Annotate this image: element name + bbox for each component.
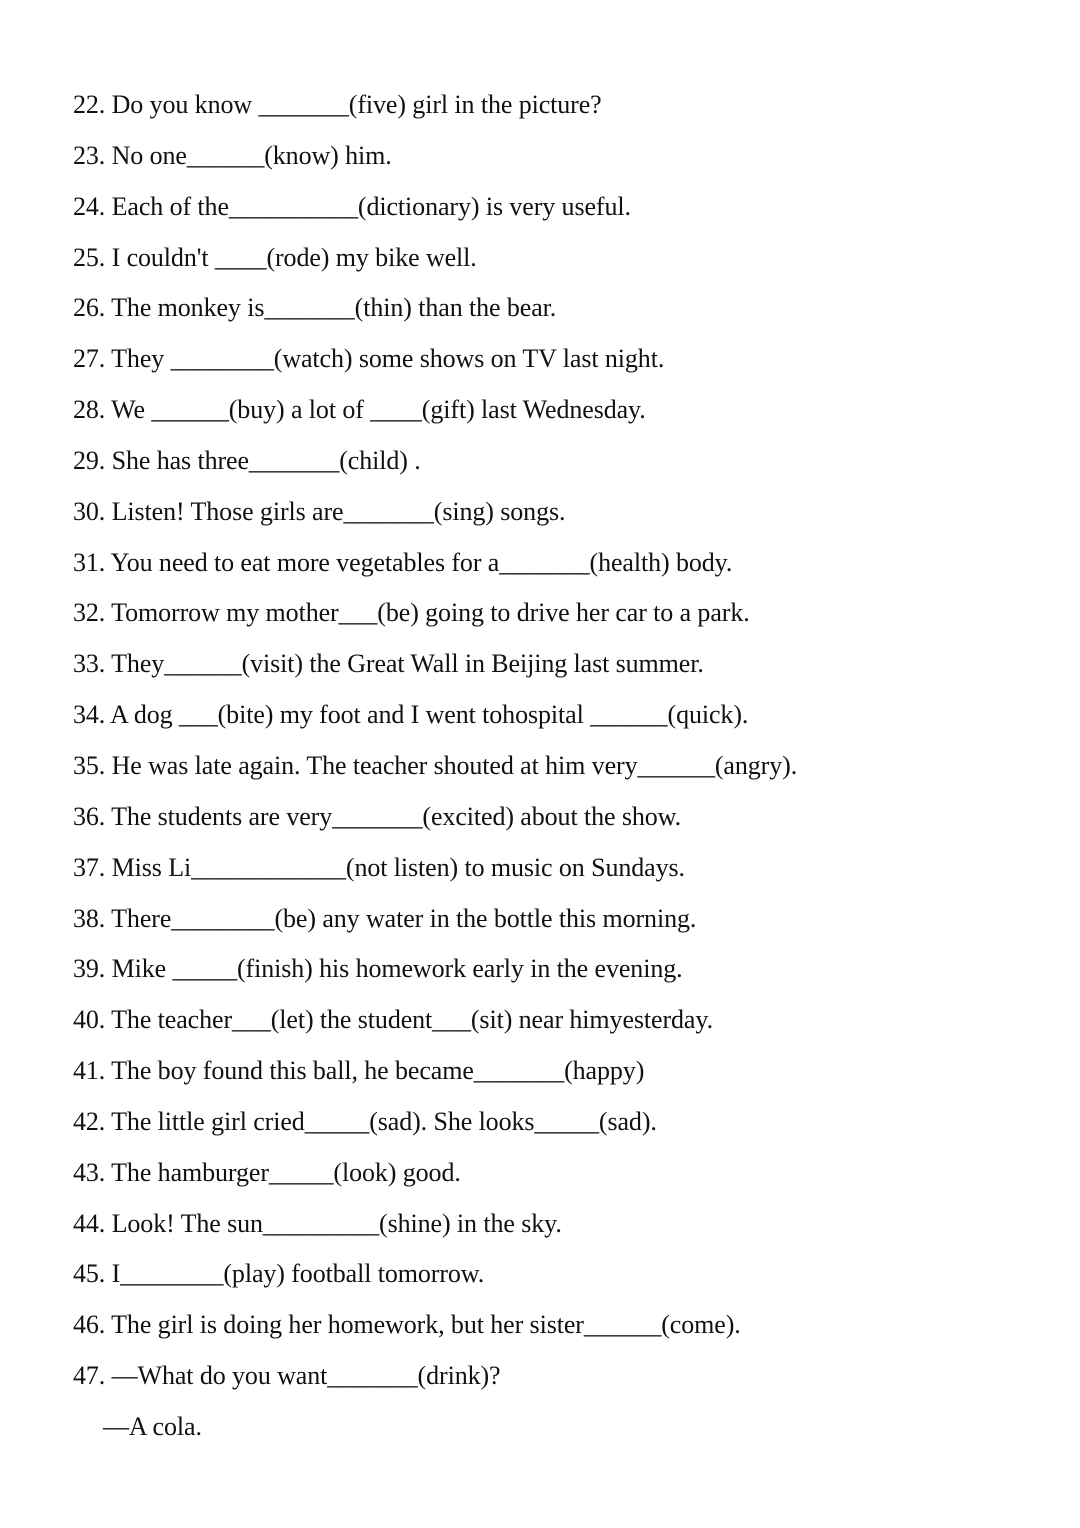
exercise-line — [73, 1046, 1063, 1097]
exercise-text: —What do you want_______(drink)? — [111, 1361, 501, 1391]
exercise-number: 38. — [73, 903, 106, 933]
exercise-number: 36. — [73, 801, 106, 831]
exercise-number: 25. — [73, 242, 106, 272]
exercise-number: 41. — [73, 1056, 106, 1086]
exercise-line — [73, 1148, 1063, 1199]
exercise-number: 29. — [73, 445, 106, 475]
exercise-text: Tomorrow my mother___(be) going to drive her car to a park. — [111, 598, 750, 628]
exercise-number: 33. — [73, 649, 106, 679]
exercise-number: 22. — [73, 90, 106, 119]
exercise-line — [73, 487, 1063, 538]
exercise-number: 44. — [73, 1208, 106, 1238]
exercise-number: 46. — [73, 1310, 106, 1340]
exercise-text: Do you know _______(five) girl in the picture? — [111, 90, 602, 119]
exercise-number: 42. — [73, 1106, 106, 1136]
exercise-line — [73, 385, 1063, 436]
exercise-list — [73, 80, 1063, 1453]
exercise-text: The teacher___(let) the student___(sit) near himyesterday. — [111, 1005, 713, 1035]
exercise-text: No one______(know) him. — [111, 140, 392, 170]
exercise-number: 28. — [73, 395, 106, 425]
exercise-number: 40. — [73, 1005, 106, 1035]
exercise-text: Look! The sun_________(shine) in the sky. — [111, 1208, 562, 1238]
exercise-line — [73, 894, 1063, 945]
exercise-line — [73, 334, 1063, 385]
exercise-line — [73, 843, 1063, 894]
exercise-text: Each of the__________(dictionary) is very useful. — [111, 191, 631, 221]
exercise-text: There________(be) any water in the bottle this morning. — [111, 903, 697, 933]
exercise-text: A dog ___(bite) my foot and I went tohospital ______(quick). — [110, 700, 749, 730]
exercise-number: 31. — [73, 547, 106, 577]
exercise-line — [73, 283, 1063, 334]
exercise-text: The boy found this ball, he became_______(happy) — [111, 1056, 645, 1086]
exercise-text: He was late again. The teacher shouted at him very______(angry). — [111, 750, 798, 780]
exercise-text: The hamburger_____(look) good. — [111, 1157, 461, 1187]
exercise-number: 32. — [73, 598, 106, 628]
exercise-text: The little girl cried_____(sad). She looks_____(sad). — [111, 1106, 657, 1136]
exercise-line — [73, 1097, 1063, 1148]
exercise-line — [73, 741, 1063, 792]
exercise-line — [73, 1199, 1063, 1250]
exercise-number: 47. — [73, 1361, 106, 1391]
exercise-line — [73, 639, 1063, 690]
exercise-text: The girl is doing her homework, but her sister______(come). — [111, 1310, 741, 1340]
exercise-text: Listen! Those girls are_______(sing) songs. — [111, 496, 566, 526]
exercise-line — [73, 538, 1063, 589]
exercise-number: 30. — [73, 496, 106, 526]
exercise-line — [73, 233, 1063, 284]
exercise-line — [73, 588, 1063, 639]
exercise-line — [73, 1249, 1063, 1300]
exercise-number: 34. — [73, 700, 106, 730]
exercise-line — [73, 182, 1063, 233]
exercise-line — [73, 995, 1063, 1046]
exercise-number: 23. — [73, 140, 106, 170]
exercise-line — [73, 690, 1063, 741]
exercise-text: I________(play) football tomorrow. — [111, 1259, 485, 1289]
exercise-line — [73, 131, 1063, 182]
exercise-text: The monkey is_______(thin) than the bear. — [111, 293, 557, 323]
exercise-text: She has three_______(child) . — [111, 445, 421, 475]
exercise-line — [73, 1351, 1063, 1402]
exercise-text: They ________(watch) some shows on TV last night. — [111, 344, 665, 374]
exercise-text: You need to eat more vegetables for a_______(health) body. — [110, 547, 733, 577]
exercise-text: Miss Li____________(not listen) to music on Sundays. — [111, 852, 685, 882]
exercise-number: 35. — [73, 750, 106, 780]
exercise-number: 26. — [73, 293, 106, 323]
exercise-number: 27. — [73, 344, 106, 374]
exercise-number: 24. — [73, 191, 106, 221]
exercise-line — [73, 1300, 1063, 1351]
exercise-text: We ______(buy) a lot of ____(gift) last Wednesday. — [111, 395, 646, 425]
exercise-number: 45. — [73, 1259, 106, 1289]
exercise-line — [73, 80, 1063, 131]
exercise-text: I couldn't ____(rode) my bike well. — [111, 242, 477, 272]
exercise-line — [73, 792, 1063, 843]
exercise-text: They______(visit) the Great Wall in Beijing last summer. — [111, 649, 704, 679]
answer-line: —A cola. — [103, 1411, 202, 1441]
exercise-number: 43. — [73, 1157, 106, 1187]
exercise-text: The students are very_______(excited) about the show. — [111, 801, 682, 831]
exercise-number: 37. — [73, 852, 106, 882]
exercise-number: 39. — [73, 954, 106, 984]
exercise-text: Mike _____(finish) his homework early in the evening. — [111, 954, 683, 984]
exercise-line — [73, 944, 1063, 995]
exercise-line — [73, 436, 1063, 487]
